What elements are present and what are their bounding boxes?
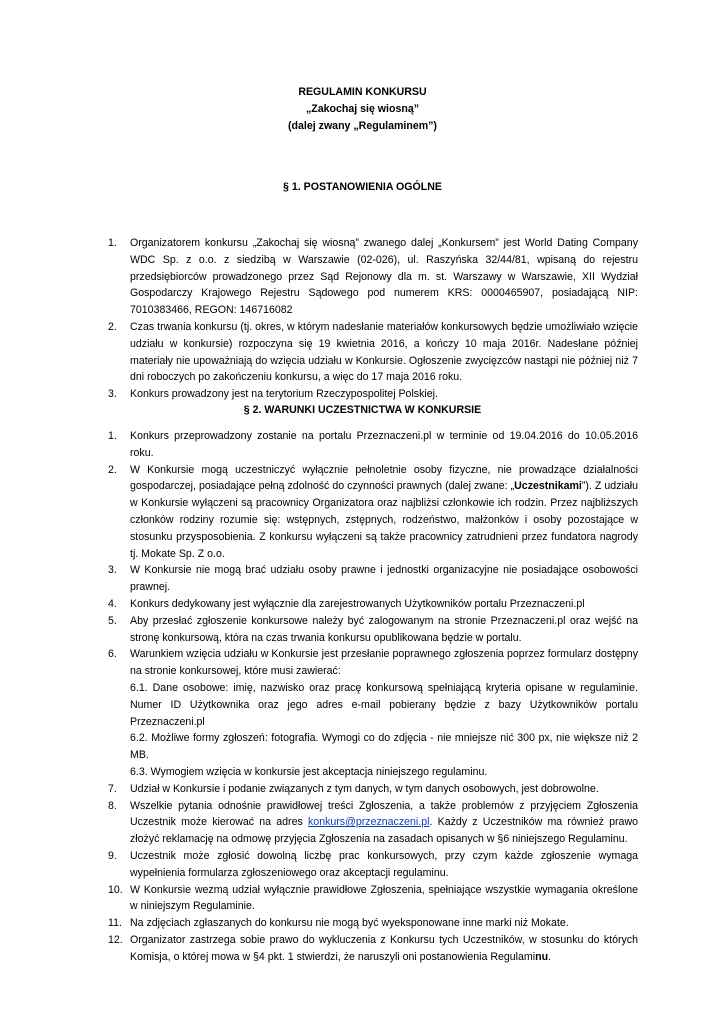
item-text: Udział w Konkursie i podanie związanych z tym danych, w tym danych osobowych, jest dobrowolne.: [130, 782, 599, 795]
list-item: [108, 319, 638, 386]
item-text: W Konkursie nie mogą brać udziału osoby prawne i jednostki organizacyjne nie posiadające osobowości prawnej.: [130, 564, 638, 594]
item-number: 6.: [108, 648, 117, 661]
list-item: [108, 428, 638, 462]
list-item: [108, 915, 638, 932]
list-item: [108, 386, 638, 403]
section-1-list: [108, 235, 638, 403]
item-number: 2.: [108, 320, 117, 333]
list-item: [108, 932, 638, 966]
participants-term: Uczestnikami: [514, 480, 582, 493]
item-text: Aby przesłać zgłoszenie konkursowe należy być zalogowanym na stronie Przeznaczeni.pl oraz wejść na stronę konkursową, która na czas trwania konkursu opublikowana będzie w portalu.: [130, 614, 638, 644]
sub-item: 6.2. Możliwe formy zgłoszeń: fotografia. Wymogi co do zdjęcia - nie mniejsze nić 300 px, nie większe niż 2 MB.: [130, 732, 638, 762]
item-text: Organizator zastrzega sobie prawo do wykluczenia z Konkursu tych Uczestników, w stosunku do których Komisja, o której mowa w §4 pkt. 1 stwierdzi, że naruszyli oni postanowienia Regulaminu.: [130, 933, 638, 963]
item-text: Czas trwania konkursu (tj. okres, w którym nadesłanie materiałów konkursowych będzie umożliwiało wzięcie udziału w konkursie) rozpoczyna się 19 kwietnia 2016, a kończy 10 maja 2016r. Nadesłane później materiały nie upoważniają do wzięcia udziału w Konkursie. Ogłoszenie zwycięzców nastąpi nie później niż 7 dni roboczych po zakończeniu konkursu, a więc do 17 maja 2016 roku.: [130, 320, 638, 384]
sub-item: 6.1. Dane osobowe: imię, nazwisko oraz pracę konkursową spełniającą kryteria opisane w regulaminie. Numer ID Użytkownika oraz jego adres e-mail pobierany będzie z bazy Użytkowników portalu Przeznaczeni.pl: [130, 681, 638, 728]
title-note: (dalej zwany „Regulaminem”): [288, 120, 437, 132]
item-text: Organizatorem konkursu „Zakochaj się wiosną” zwanego dalej „Konkursem” jest World Dating Company WDC Sp. z o.o. z siedzibą w Warszawie (02-026), ul. Raszyńska 32/44/81, wpisaną do rejestru przedsiębiorców prowadzonego przez Sąd Rejonowy dla m. st. Warszawy w Warszawie, XII Wydział Gospodarczy Krajowego Rejestru Sądowego pod numerem KRS: 0000465907, posiadającą NIP: 7010383466, REGON: 146716082: [130, 237, 638, 317]
item-number: 3.: [108, 564, 117, 577]
item-text: Konkurs przeprowadzony zostanie na portalu Przeznaczeni.pl w terminie od 19.04.2016 do 10.05.2016 roku.: [130, 430, 638, 459]
item-number: 1.: [108, 237, 117, 249]
item-text: Wszelkie pytania odnośnie prawidłowej treści Zgłoszenia, a także problemów z przyjęciem Zgłoszenia Uczestnik może kierować na adres konkurs@przeznaczeni.pl. Każdy z Uczestników ma również prawo złożyć reklamację na odmowę przyjęcia Zgłoszenia na zasadach opisanych w §6 niniejszego Regulaminu.: [130, 799, 638, 846]
item-number: 9.: [108, 849, 117, 862]
section-2-heading: § 2. WARUNKI UCZESTNICTWA W KONKURSIE: [243, 404, 482, 416]
item-text: W Konkursie mogą uczestniczyć wyłącznie pełnoletnie osoby fizyczne, nie prowadzące działalności gospodarczej, posiadające pełną zdolność do czynności prawnych (dalej zwane: „Uczestnikami”). Z udziału w Konkursie wyłączeni są pracownicy Organizatora oraz najbliżsi członkowie ich rodzin. Przez najbliższych członków rodziny rozumie się: wstępnych, zstępnych, rodzeństwo, małżonków i osoby pozostające w stosunku przysposobienia. Z konkursu wyłączeni są także pracownicy zatrudnieni przez fundatora nagrody tj. Mokate Sp. Z o.o.: [130, 463, 638, 560]
item-text: Uczestnik może zgłosić dowolną liczbę prac konkursowych, przy czym każde zgłoszenie wymaga wypełnienia formularza zgłoszeniowego oraz akceptacji regulaminu.: [130, 849, 638, 879]
item-number: 3.: [108, 388, 117, 401]
email-link[interactable]: konkurs@przeznaczeni.pl: [308, 816, 430, 829]
item-number: 11.: [108, 917, 122, 930]
item-number: 8.: [108, 799, 117, 812]
item-text: Warunkiem wzięcia udziału w Konkursie jest przesłanie poprawnego zgłoszenia poprzez formularz dostępny na stronie konkursowej, które musi zawierać:: [130, 648, 638, 678]
item-number: 10.: [108, 883, 123, 896]
section-2-list: [108, 428, 638, 966]
item-number: 7.: [108, 782, 117, 795]
list-item: [108, 848, 638, 882]
list-item: [108, 781, 638, 798]
contest-name: „Zakochaj się wiosną”: [305, 103, 420, 115]
list-item: [108, 596, 638, 613]
list-item: [108, 562, 638, 596]
item-number: 12.: [108, 933, 123, 946]
item-text: W Konkursie wezmą udział wyłącznie prawidłowe Zgłoszenia, spełniające wszystkie wymagania określone w niniejszym Regulaminie.: [130, 883, 638, 913]
item-text: Konkurs dedykowany jest wyłącznie dla zarejestrowanych Użytkowników portalu Przeznaczeni.pl: [130, 597, 585, 610]
list-item: [108, 462, 638, 563]
list-item: [108, 798, 638, 848]
list-item: [108, 646, 638, 780]
list-item: [108, 882, 638, 916]
item-text: Na zdjęciach zgłaszanych do konkursu nie mogą być wyeksponowane inne marki niż Mokate.: [130, 917, 569, 930]
list-item: [108, 235, 638, 319]
sub-item: 6.3. Wymogiem wzięcia w konkursie jest akceptacja niniejszego regulaminu.: [130, 765, 488, 778]
item-number: 4.: [108, 597, 117, 610]
item-number: 5.: [108, 614, 117, 627]
item-number: 1.: [108, 430, 117, 442]
item-number: 2.: [108, 463, 117, 476]
list-item: [108, 613, 638, 647]
item-text: Konkurs prowadzony jest na terytorium Rzeczypospolitej Polskiej.: [130, 388, 438, 401]
document-title: REGULAMIN KONKURSU: [298, 86, 427, 98]
section-1-heading: § 1. POSTANOWIENIA OGÓLNE: [283, 181, 442, 193]
